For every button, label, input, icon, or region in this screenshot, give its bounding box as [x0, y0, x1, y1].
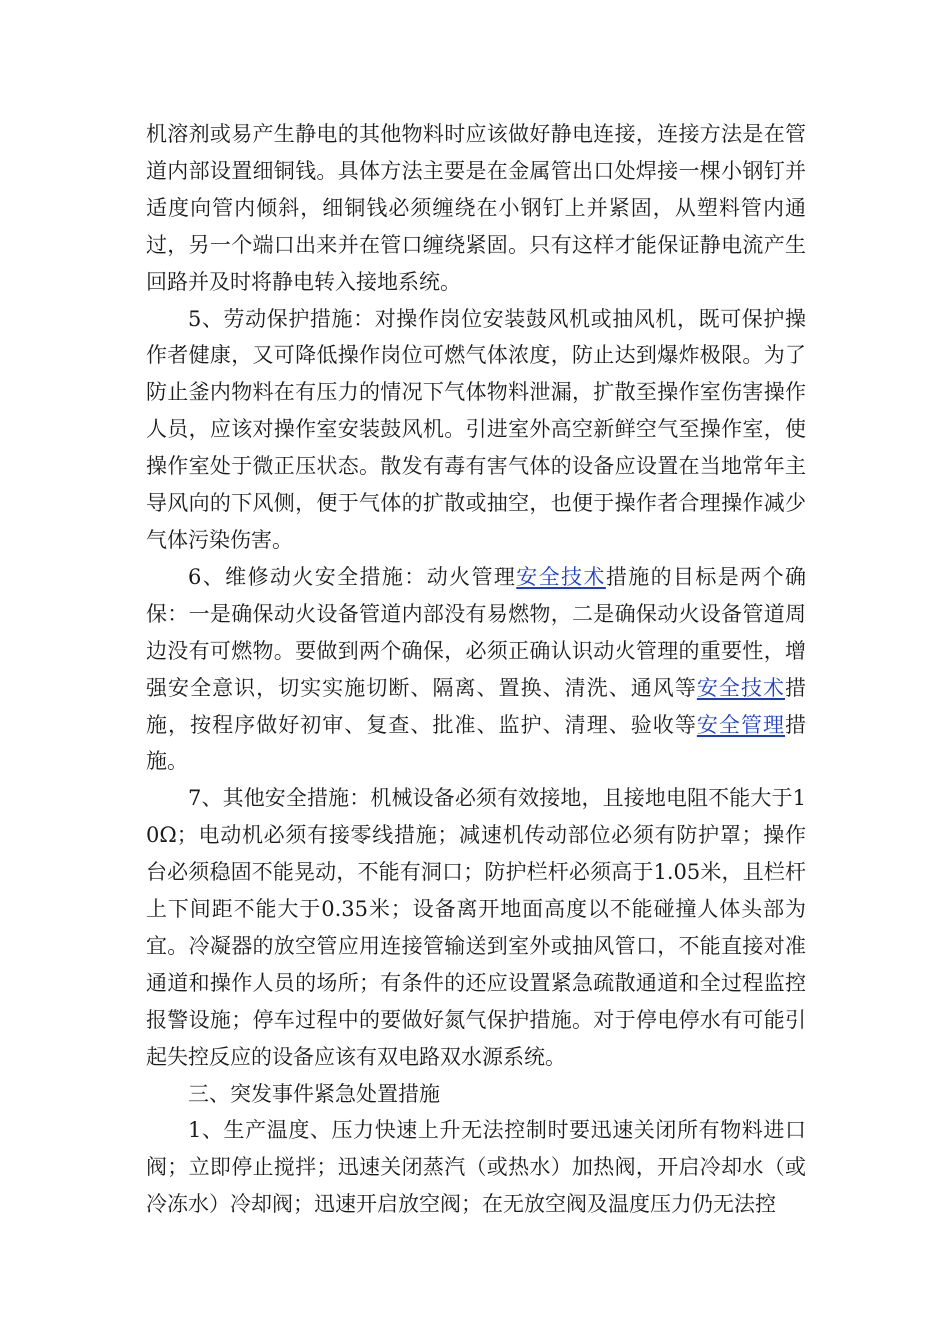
- paragraph-static-electricity: 机溶剂或易产生静电的其他物料时应该做好静电连接，连接方法是在管道内部设置细铜钱。具体方法主要是在金属管出口处焊接一棵小钢钉并适度向管内倾斜，细铜钱必须缠绕在小钢钉上并紧固，从塑料管内通过，另一个端口出来并在管口缠绕紧固。只有这样才能保证静电流产生回路并及时将静电转入接地系统。: [146, 122, 806, 294]
- paragraph-text: 6、维修动火安全措施：动火管理: [188, 564, 517, 589]
- paragraph-hot-work-safety: [146, 559, 806, 780]
- paragraph-other-safety: 7、其他安全措施：机械设备必须有效接地，且接地电阻不能大于10Ω；电动机必须有接零线措施；减速机传动部位必须有防护罩；操作台必须稳固不能晃动，不能有洞口；防护栏杆必须高于1.05米，且栏杆上下间距不能大于0.35米；设备离开地面高度以不能碰撞人体头部为宜。冷凝器的放空管应用连接管输送到室外或抽风管口，不能直接对准通道和操作人员的场所；有条件的还应设置紧急疏散通道和全过程监控报警设施；停车过程中的要做好氮气保护措施。对于停电停水有可能引起失控反应的设备应该有双电路双水源系统。: [146, 786, 806, 1069]
- paragraph-emergency-step-1: 1、生产温度、压力快速上升无法控制时要迅速关闭所有物料进口阀；立即停止搅拌；迅速关闭蒸汽（或热水）加热阀，开启冷却水（或冷冻水）冷却阀；迅速开启放空阀；在无放空阀及温度压力仍无法控: [146, 1118, 806, 1217]
- paragraph-text: 措施。: [146, 712, 807, 774]
- document-body: [146, 116, 806, 1223]
- paragraph-labor-protection: 5、劳动保护措施：对操作岗位安装鼓风机或抽风机，既可保护操作者健康，又可降低操作岗位可燃气体浓度，防止达到爆炸极限。为了防止釜内物料在有压力的情况下气体物料泄漏，扩散至操作室伤害操作人员，应该对操作室安装鼓风机。引进室外高空新鲜空气至操作室，使操作室处于微正压状态。散发有毒有害气体的设备应设置在当地常年主导风向的下风侧，便于气体的扩散或抽空，也便于操作者合理操作减少气体污染伤害。: [146, 306, 806, 552]
- link-safety-management[interactable]: 安全管理: [696, 712, 786, 737]
- link-safety-technology[interactable]: 安全技术: [516, 564, 606, 589]
- paragraph-text: 措施的目标是两个确保：一是确保动火设备管道内部没有易燃物，二是确保动火设备管道周边没有可燃物。要做到两个确保，必须正确认识动火管理的重要性，增强安全意识，切实实施切断、隔离、置换、清洗、通风等: [146, 564, 806, 700]
- section-heading-emergency: 三、突发事件紧急处置措施: [188, 1081, 440, 1106]
- link-safety-technology[interactable]: 安全技术: [696, 675, 786, 700]
- paragraph-text: 措施，按程序做好初审、复查、批准、监护、清理、验收等: [146, 675, 807, 737]
